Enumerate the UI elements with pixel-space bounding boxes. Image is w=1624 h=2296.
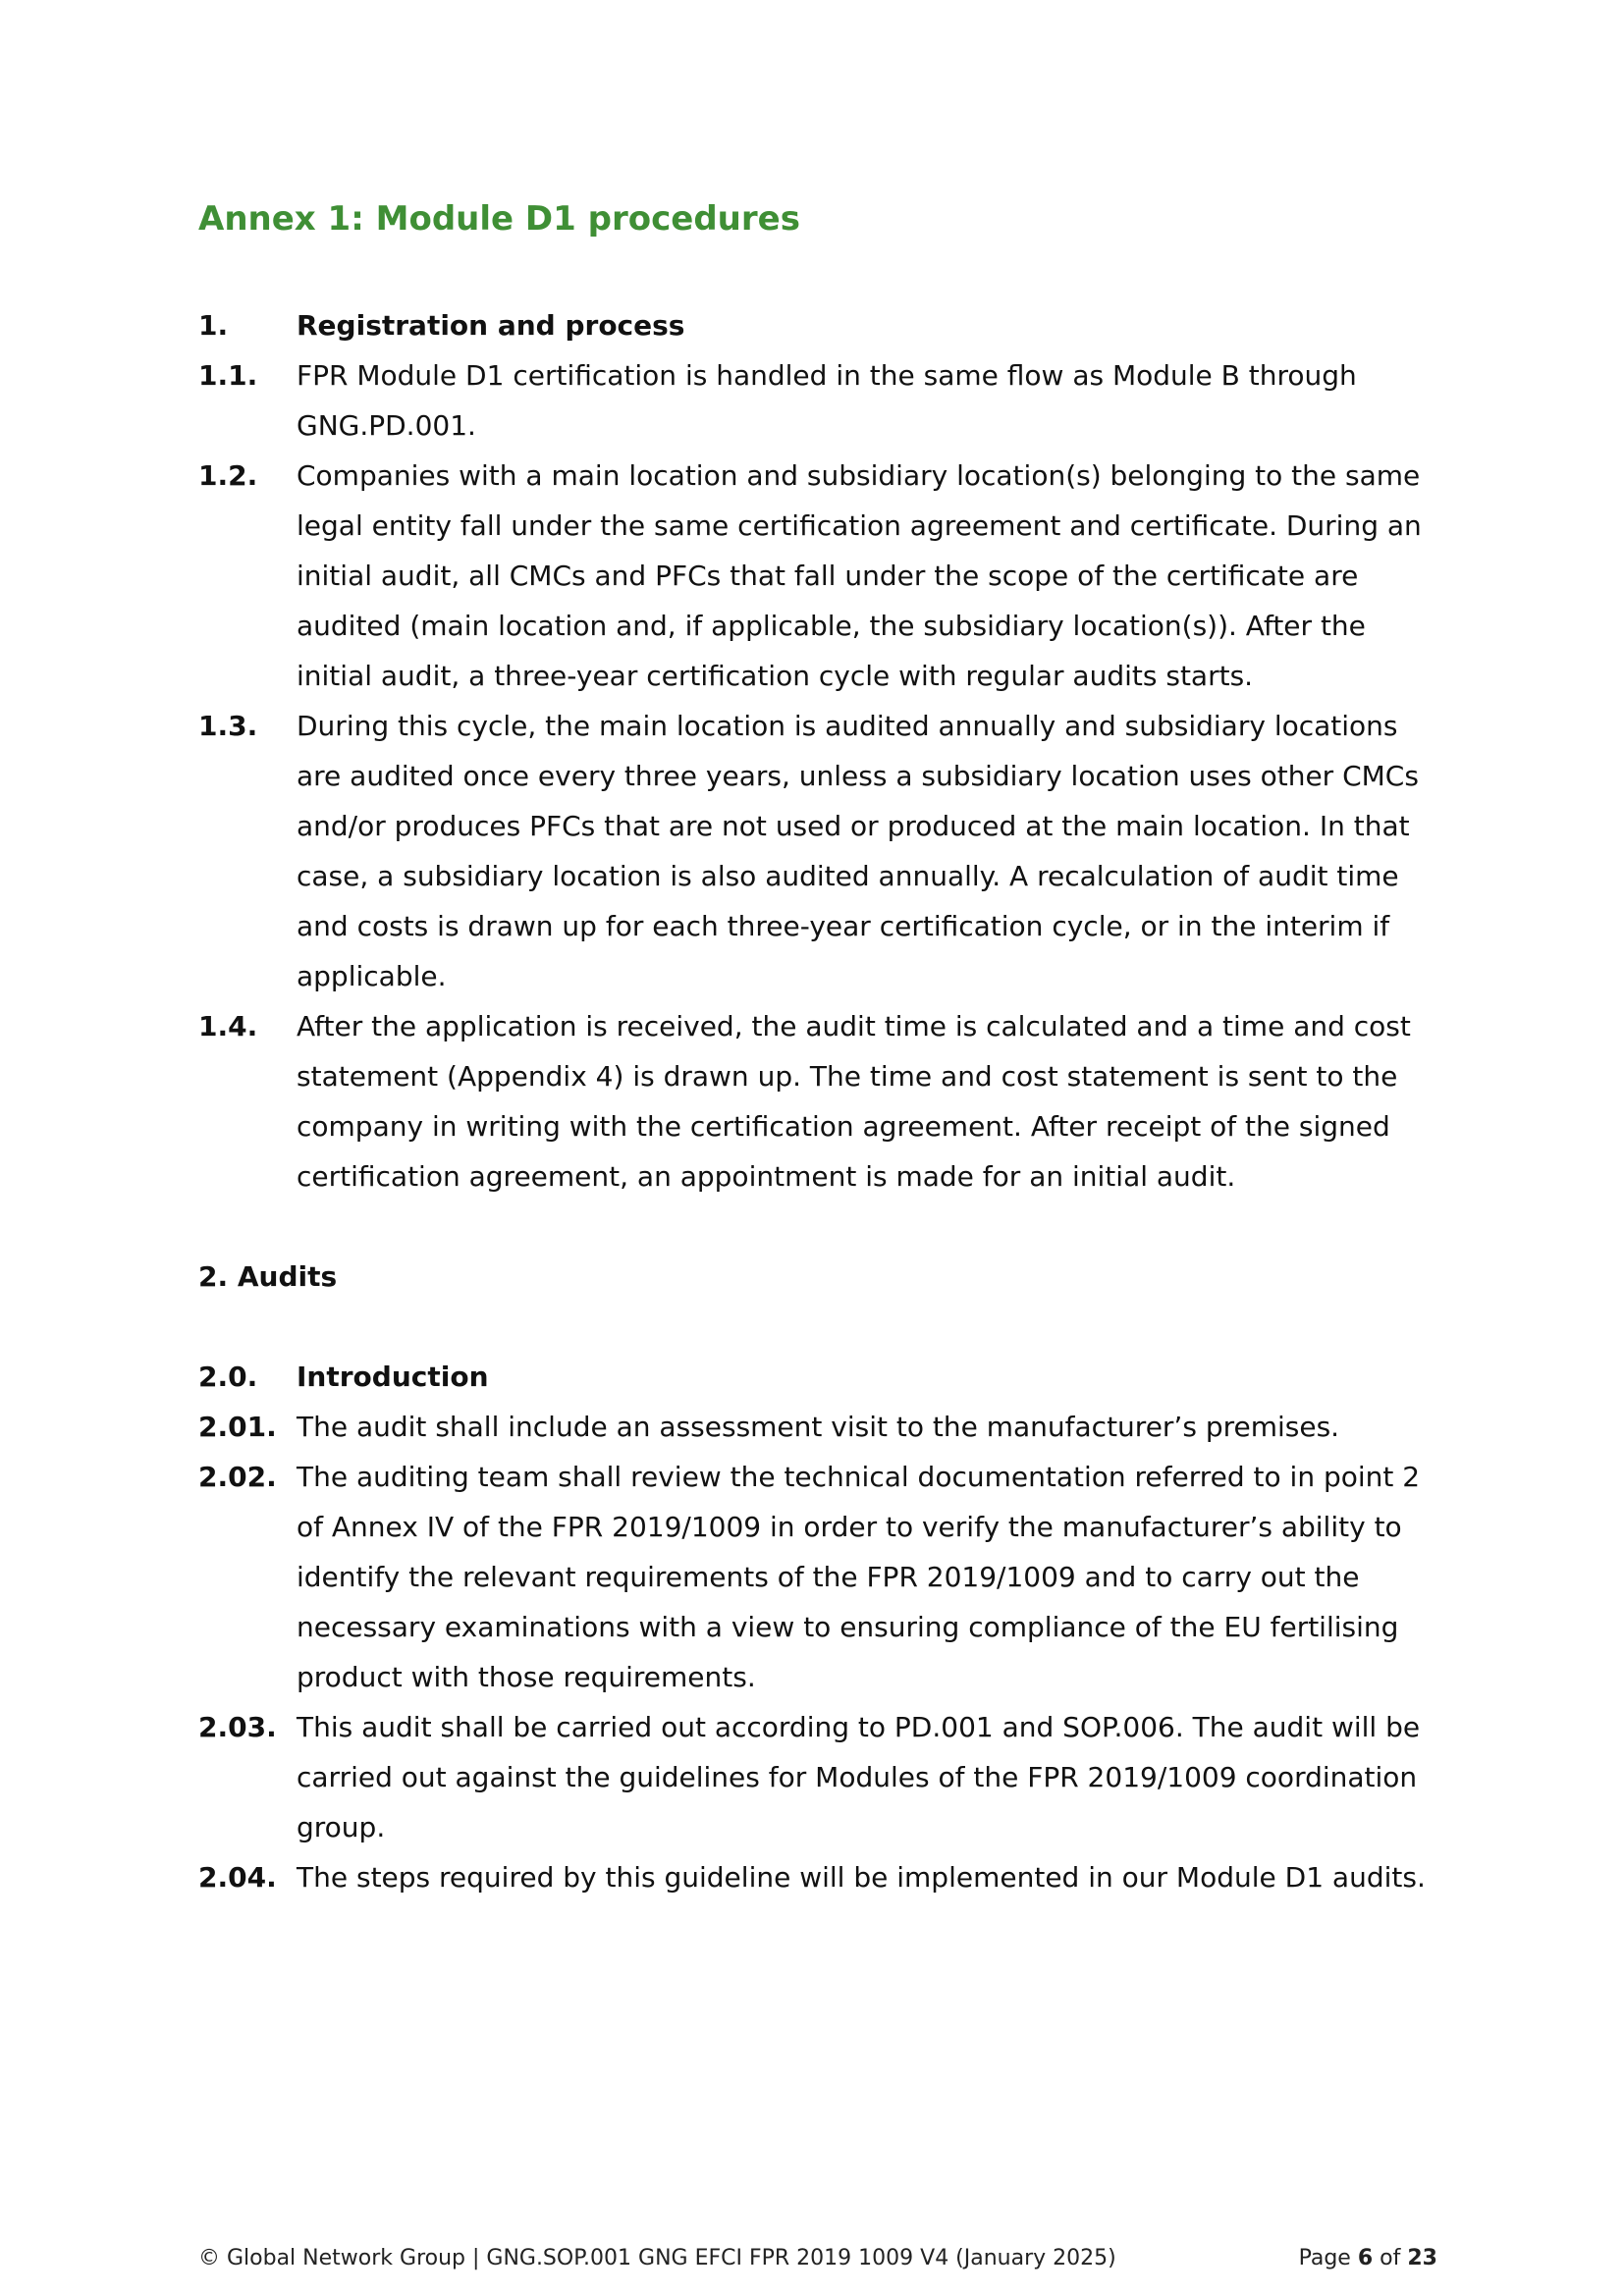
page-current: 6 (1357, 2246, 1374, 2270)
item-text: The steps required by this guideline will be implemented in our Module D1 audits. (297, 1861, 1426, 1894)
page-total: 23 (1407, 2246, 1437, 2270)
page-label: Page (1298, 2246, 1351, 2270)
item-number: 1.4. (198, 1010, 258, 1042)
item-text: During this cycle, the main location is audited annually and subsidiary locations are audited once every three years, unless a subsidiary location uses other CMCs and/or produces PFCs that are not used or produced at the main location. In that case, a subsidiary location is also audited annually. A recalculation of audit time and costs is drawn up for each three-year certification cycle, or in the interim if applicable. (297, 710, 1419, 992)
item-text: The auditing team shall review the technical documentation referred to in point 2 of Annex IV of the FPR 2019/1009 in order to verify the manufacturer’s ability to identify the relevant requirements of the FPR 2019/1009 and to carry out the necessary examinations with a view to ensuring compliance of the EU fertilising product with those requirements. (297, 1461, 1421, 1693)
item-number: 2.02. (198, 1461, 277, 1493)
page-number (1299, 2244, 1437, 2273)
item-text: The audit shall include an assessment visit to the manufacturer’s premises. (297, 1411, 1340, 1443)
intro-title: Introduction (297, 1361, 489, 1393)
item-number: 1.2. (198, 459, 258, 492)
item-number: 1.1. (198, 359, 258, 392)
item-number: 1.3. (198, 710, 258, 742)
annex-title: Annex 1: Module D1 procedures (198, 199, 800, 239)
intro-number: 2.0. (198, 1361, 258, 1393)
item-text: FPR Module D1 certification is handled in the same flow as Module B through GNG.PD.001. (297, 359, 1357, 442)
section-1-number: 1. (198, 309, 229, 342)
page-of: of (1380, 2246, 1401, 2270)
item-text: After the application is received, the audit time is calculated and a time and cost statement (Appendix 4) is drawn up. The time and cost statement is sent to the company in writing with the certification agreement. After receipt of the signed certification agreement, an appointment is made for an initial audit. (297, 1010, 1411, 1193)
item-text: Companies with a main location and subsidiary location(s) belonging to the same legal entity fall under the same certification agreement and certificate. During an initial audit, all CMCs and PFCs that fall under the scope of the certificate are audited (main location and, if applicable, the subsidiary location(s)). After the initial audit, a three-year certification cycle with regular audits starts. (297, 459, 1422, 692)
section-2-heading: 2. Audits (198, 1260, 338, 1293)
item-number: 2.01. (198, 1411, 277, 1443)
section-1-title: Registration and process (297, 309, 685, 342)
item-text: This audit shall be carried out according to PD.001 and SOP.006. The audit will be carried out against the guidelines for Modules of the FPR 2019/1009 coordination group. (297, 1711, 1421, 1843)
item-number: 2.04. (198, 1861, 277, 1894)
footer-copyright: © Global Network Group | GNG.SOP.001 GNG EFCI FPR 2019 1009 V4 (January 2025) (198, 2246, 1116, 2270)
item-number: 2.03. (198, 1711, 277, 1743)
